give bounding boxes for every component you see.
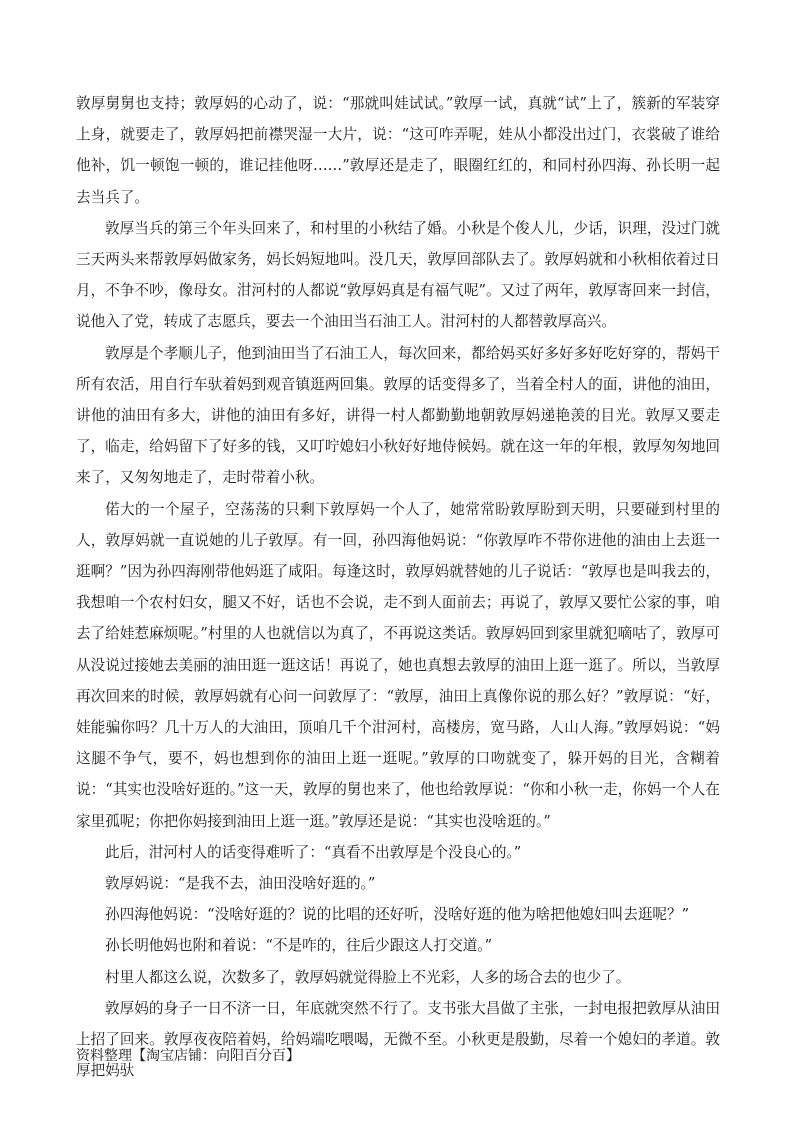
paragraph: 敦厚是个孝顺儿子，他到油田当了石油工人，每次回来，都给妈买好多好多好吃好穿的，帮妈干所有农活，用自行车驮着妈到观音镇逛两回集。敦厚的话变得多了，当着全村人的面，讲他的油田，讲他的油田有多大，讲他的油田有多好，讲得一村人都勤勤地朝敦厚妈递艳羡的目光。敦厚又要走了，临走，给妈留下了好多的钱，又叮咛媳妇小秋好好地侍候妈。就在这一年的年根，敦厚匆匆地回来了，又匆匆地走了，走时带着小秋。 [76,344,720,487]
paragraph: 敦厚妈说：“是我不去，油田没啥好逛的。” [105,875,376,893]
paragraph: 敦厚舅舅也支持；敦厚妈的心动了，说：“那就叫娃试试。”敦厚一试，真就“试”上了，簇新的军装穿上身，就要走了，敦厚妈把前襟哭湿一大片，说：“这可咋弄呢，娃从小都没出过门，衣裳破了谁给他补，饥一顿饱一顿的，谁记挂他呀……”敦厚还是走了，眼圈红红的，和同村孙四海、孙长明一起去当兵了。 [76,95,720,206]
paragraph: 敦厚当兵的第三个年头回来了，和村里的小秋结了婚。小秋是个俊人儿，少话，识理，没过门就三天两头来帮敦厚妈做家务，妈长妈短地叫。没几天，敦厚回部队去了。敦厚妈就和小秋相依着过日月，不争不吵，像母女。泔河村的人都说“敦厚妈真是有福气呢”。又过了两年，敦厚寄回来一封信，说他入了党，转成了志愿兵，要去一个油田当石油工人。泔河村的人都替敦厚高兴。 [76,219,720,331]
paragraph: 孙长明他妈也附和着说：“不是咋的，往后少跟这人打交道。” [105,937,493,955]
paragraph: 村里人都这么说，次数多了，敦厚妈就觉得脸上不光彩，人多的场合去的也少了。 [105,968,631,986]
paragraph: 敦厚妈的身子一日不济一日，年底就突然不行了。支书张大昌做了主张，一封电报把敦厚从油田上招了回来。敦厚夜夜陪着妈，给妈端吃喂喝，无微不至。小秋更是殷勤，尽着一个媳妇的孝道。敦厚把妈驮 [76,999,720,1080]
page-footer: 资料整理【淘宝店铺：向阳百分百】 [76,1048,300,1064]
paragraph: 偌大的一个屋子，空荡荡的只剩下敦厚妈一个人了，她常常盼敦厚盼到天明，只要碰到村里的人，敦厚妈就一直说她的儿子敦厚。有一回，孙四海他妈说：“你敦厚咋不带你进他的油由上去逛一逛啊？”因为孙四海刚带他妈逛了咸阳。每逢这时，敦厚妈就替她的儿子说话：“敦厚也是叫我去的，我想咱一个农村妇女，腿又不好，话也不会说，走不到人面前去；再说了，敦厚又要忙公家的事，咱去了给娃惹麻烦呢。”村里的人也就信以为真了，不再说这类话。敦厚妈回到家里就犯嘀咕了，敦厚可从没说过接她去美丽的油田逛一逛这话！再说了，她也真想去敦厚的油田上逛一逛了。所以，当敦厚再次回来的时候，敦厚妈就有心问一问敦厚了：“敦厚，油田上真像你说的那么好？”敦厚说：“好，娃能骗你吗？几十万人的大油田，顶咱几千个泔河村，高楼房，宽马路，人山人海。”敦厚妈说：“妈这腿不争气，要不，妈也想到你的油田上逛一逛呢。”敦厚的口吻就变了，躲开妈的目光，含糊着说：“其实也没啥好逛的。”这一天，敦厚的舅也来了，他也给敦厚说：“你和小秋一走，你妈一个人在家里孤呢；你把你妈接到油田上逛一逛。”敦厚还是说：“其实也没啥逛的。” [76,500,720,830]
paragraph: 孙四海他妈说：“没啥好逛的？说的比唱的还好听，没啥好逛的他为啥把他媳妇叫去逛呢？” [105,906,690,924]
article-body [76,88,720,1087]
paragraph: 此后，泔河村人的话变得难听了：“真看不出敦厚是个没良心的。” [105,843,522,861]
